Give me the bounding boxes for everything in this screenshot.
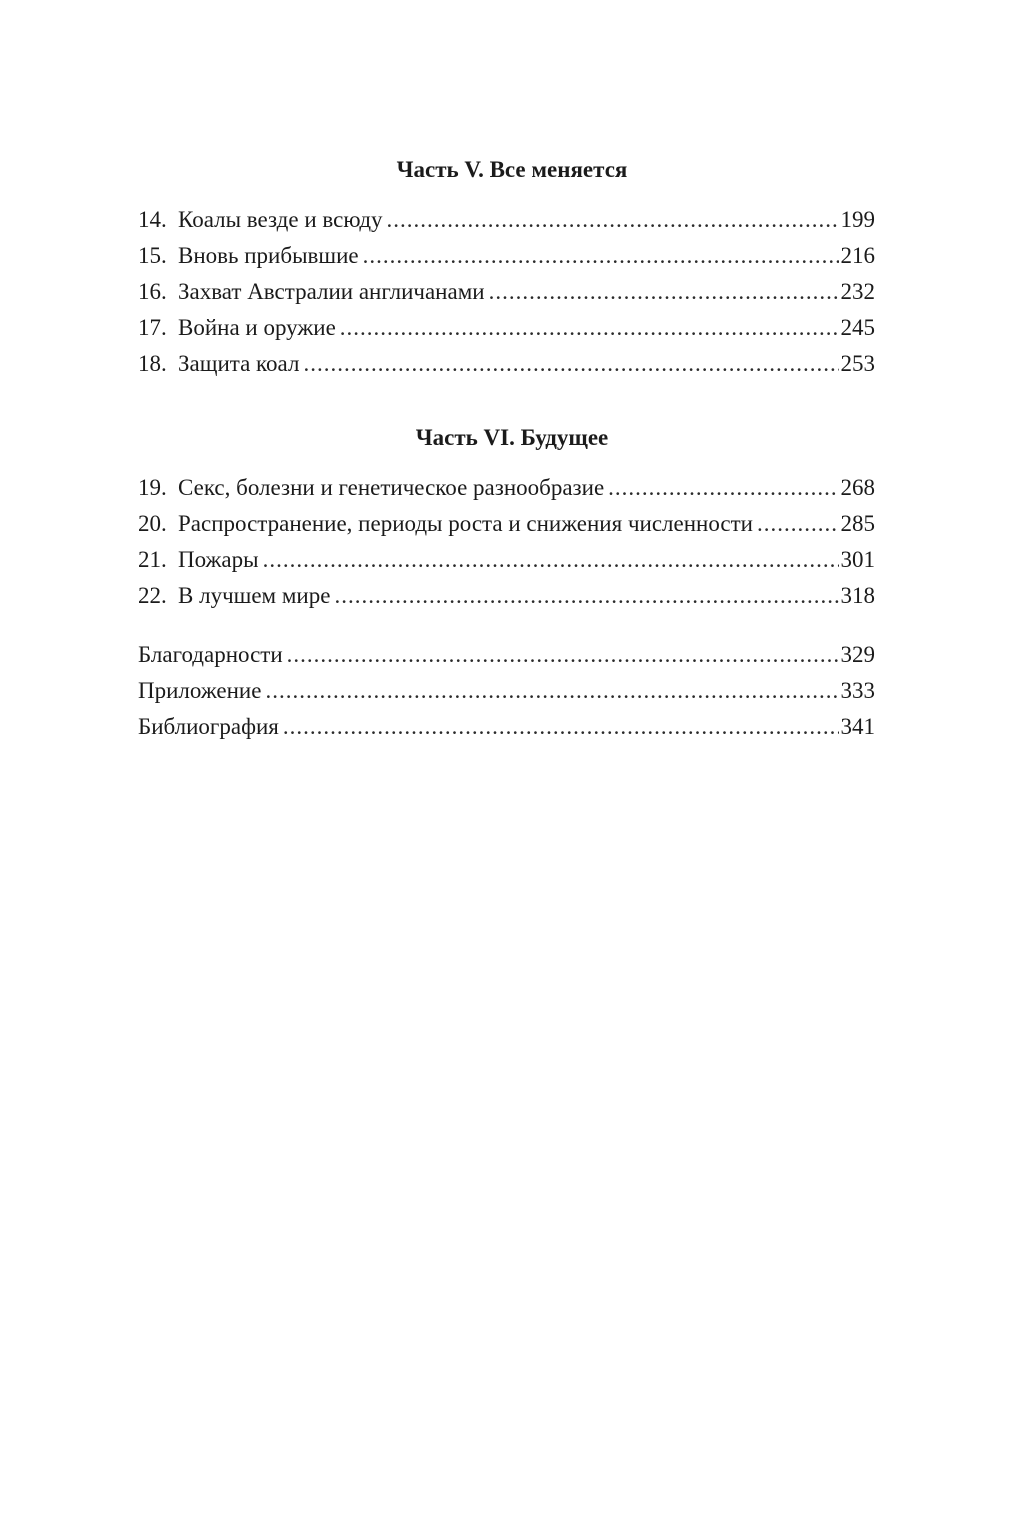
dot-leader [363, 238, 839, 274]
toc-entry[interactable] [138, 202, 875, 238]
toc-entry-page: 285 [840, 511, 875, 536]
toc-entry-page: 245 [840, 315, 875, 340]
part-5-toc-list [138, 202, 875, 382]
toc-entry-number: 18. [138, 351, 167, 376]
toc-entry-title: В лучшем мире [178, 583, 331, 608]
dot-leader [340, 310, 839, 346]
toc-entry[interactable] [138, 274, 875, 310]
toc-entry-number: 14. [138, 207, 167, 232]
dot-leader [287, 637, 839, 673]
toc-entry-page: 253 [840, 351, 875, 376]
toc-entry-title: Секс, болезни и генетическое разнообразие [178, 475, 605, 500]
toc-entry-title: Библиография [138, 714, 279, 739]
toc-entry[interactable] [138, 542, 875, 578]
toc-entry-title: Вновь прибывшие [178, 243, 359, 268]
toc-entry[interactable] [138, 578, 875, 614]
toc-entry-title: Захват Австралии англичанами [178, 279, 485, 304]
toc-entry-number: 22. [138, 583, 167, 608]
toc-entry[interactable] [138, 673, 875, 709]
toc-entry-title: Приложение [138, 678, 262, 703]
dot-leader [387, 202, 839, 238]
part-6-heading: Часть VI. Будущее [415, 425, 609, 450]
backmatter-toc-list [138, 637, 875, 745]
toc-entry[interactable] [138, 637, 875, 673]
toc-entry-number: 20. [138, 511, 167, 536]
toc-entry[interactable] [138, 470, 875, 506]
toc-entry[interactable] [138, 310, 875, 346]
dot-leader [263, 542, 839, 578]
toc-entry-title: Коалы везде и всюду [178, 207, 383, 232]
toc-entry-page: 199 [840, 207, 875, 232]
toc-entry-page: 341 [840, 714, 875, 739]
part-6-toc-list [138, 470, 875, 614]
toc-entry[interactable] [138, 238, 875, 274]
toc-entry-title: Благодарности [138, 642, 283, 667]
toc-entry-number: 16. [138, 279, 167, 304]
toc-entry-page: 333 [840, 678, 875, 703]
toc-entry-page: 329 [840, 642, 875, 667]
part-5-heading: Часть V. Все меняется [396, 157, 628, 182]
toc-entry-page: 268 [840, 475, 875, 500]
toc-entry-title: Пожары [178, 547, 259, 572]
dot-leader [608, 470, 838, 506]
toc-entry-title: Война и оружие [178, 315, 336, 340]
dot-leader [757, 506, 839, 542]
toc-entry[interactable] [138, 346, 875, 382]
toc-entry-number: 21. [138, 547, 167, 572]
toc-entry-page: 301 [840, 547, 875, 572]
dot-leader [265, 673, 838, 709]
toc-entry-number: 15. [138, 243, 167, 268]
toc-entry[interactable] [138, 506, 875, 542]
toc-entry-title: Защита коал [178, 351, 300, 376]
dot-leader [283, 709, 839, 745]
toc-entry[interactable] [138, 709, 875, 745]
toc-entry-page: 318 [840, 583, 875, 608]
dot-leader [303, 346, 838, 382]
toc-entry-page: 216 [840, 243, 875, 268]
toc-entry-number: 17. [138, 315, 167, 340]
dot-leader [334, 578, 838, 614]
toc-entry-page: 232 [840, 279, 875, 304]
toc-entry-number: 19. [138, 475, 167, 500]
dot-leader [489, 274, 839, 310]
toc-entry-title: Распространение, периоды роста и снижения численности [178, 511, 753, 536]
